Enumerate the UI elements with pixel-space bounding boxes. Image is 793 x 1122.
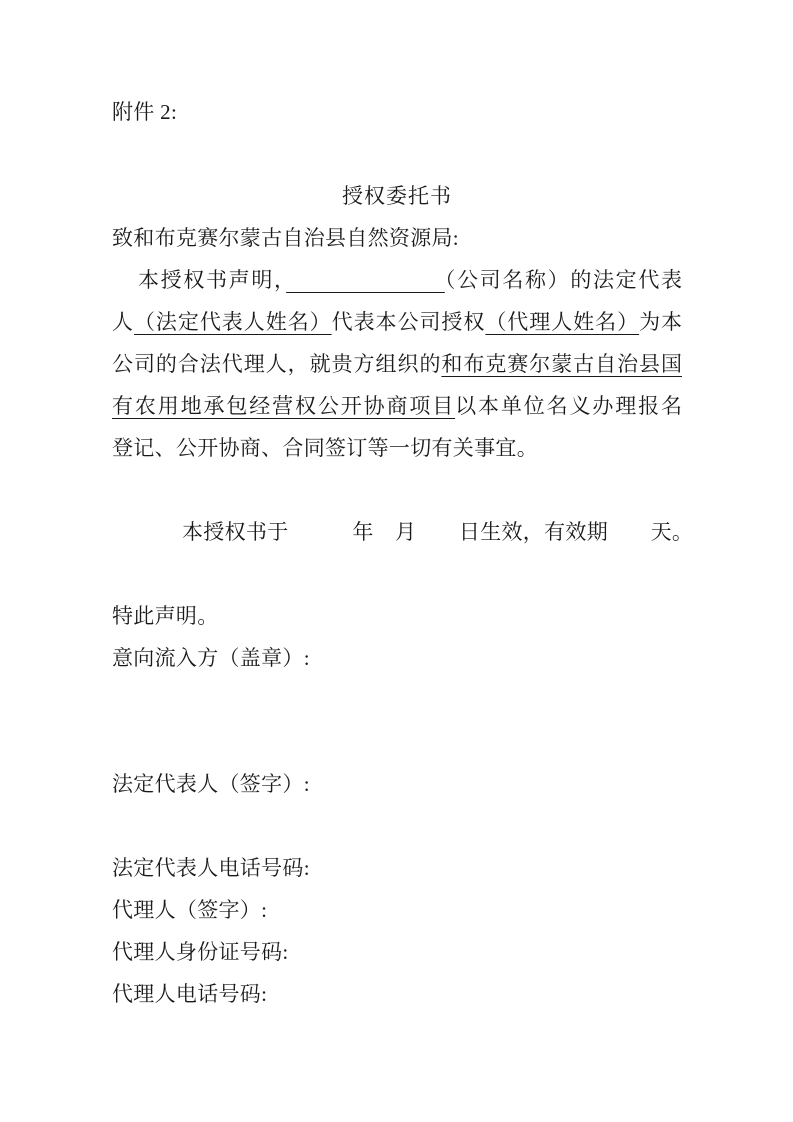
agent-signature-label: 代理人（签字）: bbox=[112, 898, 268, 922]
blank-line bbox=[112, 133, 682, 175]
text-segment: 本授权书声明， bbox=[138, 268, 287, 292]
body-line-2 bbox=[112, 301, 682, 343]
text-segment: 代表本公司授权 bbox=[331, 310, 486, 334]
legal-rep-signature-label: 法定代表人（签字）: bbox=[112, 772, 310, 796]
salutation-line: 致和布克赛尔蒙古自治县自然资源局: bbox=[112, 226, 459, 250]
legal-rep-phone-label: 法定代表人电话号码: bbox=[112, 856, 310, 880]
blank-line bbox=[112, 553, 682, 595]
agent-id-label: 代理人身份证号码: bbox=[112, 940, 289, 964]
stamp-label: 意向流入方（盖章）: bbox=[112, 646, 310, 670]
underlined-segment: 有农用地承包经营权公开协商项目 bbox=[112, 394, 456, 418]
body-line-1 bbox=[112, 259, 682, 301]
validity-line: 本授权书于 年 月 日生效，有效期 天。 bbox=[182, 520, 694, 544]
blank-line bbox=[112, 721, 682, 763]
underlined-segment: 和布克赛尔蒙古自治县国 bbox=[441, 352, 683, 376]
declaration-line: 特此声明。 bbox=[112, 604, 219, 628]
text-segment: 公司的合法代理人，就贵方组织的 bbox=[112, 352, 442, 376]
agent-phone-label: 代理人电话号码: bbox=[112, 982, 268, 1006]
underlined-segment: （代理人姓名） bbox=[485, 310, 640, 334]
body-line-4 bbox=[112, 385, 682, 427]
text-segment: 以本单位名义办理报名 bbox=[455, 394, 682, 418]
text-segment: （公司名称）的法定代表 bbox=[444, 268, 683, 292]
document-body bbox=[112, 91, 694, 1015]
document-title: 授权委托书 bbox=[342, 184, 452, 208]
underlined-segment: （法定代表人姓名） bbox=[133, 310, 332, 334]
blank-line bbox=[112, 679, 682, 721]
text-segment: 人 bbox=[112, 310, 134, 334]
text-segment: 登记、公开协商、合同签订等一切有关事宜。 bbox=[112, 436, 538, 460]
underlined-segment bbox=[286, 268, 445, 292]
blank-line bbox=[112, 805, 682, 847]
body-line-3 bbox=[112, 343, 682, 385]
attachment-label: 附件 2: bbox=[112, 100, 178, 124]
blank-line bbox=[112, 469, 682, 511]
body-line-5 bbox=[112, 427, 682, 469]
text-segment: 为本 bbox=[639, 310, 683, 334]
